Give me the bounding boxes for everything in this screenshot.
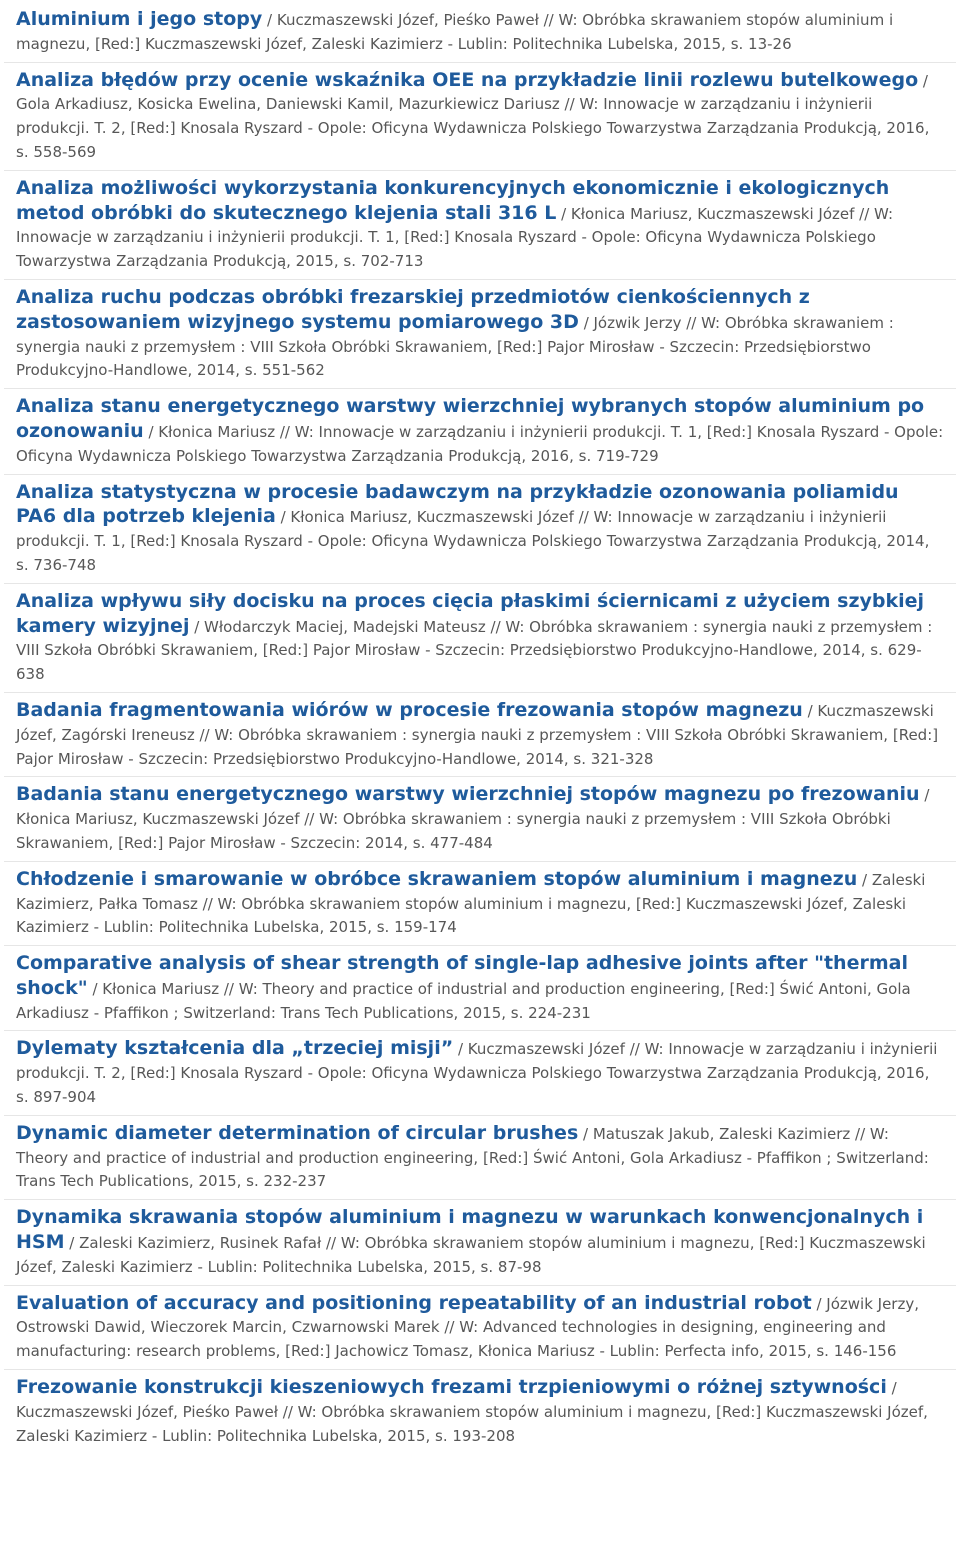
entry-details: / Kłonica Mariusz, Kuczmaszewski Józef // W: Innowacje w zarządzaniu i inżynierii produkcji. T. 1, [Red:] Knosala Ryszard - Opole: Oficyna Wydawnicza Polskiego Towarzystwa Zarządzania Produkcją, 2014, s. 736-748	[16, 508, 930, 574]
entry-details: / Kłonica Mariusz // W: Innowacje w zarządzaniu i inżynierii produkcji. T. 1, [Red:] Knosala Ryszard - Opole: Oficyna Wydawnicza Polskiego Towarzystwa Zarządzania Produkcją, 2016, s. 719-729	[16, 422, 944, 465]
list-item	[4, 946, 956, 1031]
entry-title-link[interactable]: Badania fragmentowania wiórów w procesie frezowania stopów magnezu	[16, 698, 803, 721]
entry-details: / Matuszak Jakub, Zaleski Kazimierz // W: Theory and practice of industrial and production engineering, [Red:] Świć Antoni, Gola Arkadiusz - Pfaffikon ; Switzerland: Trans Tech Publications, 2015, s. 232-237	[16, 1124, 929, 1191]
entry-details: / Zaleski Kazimierz, Pałka Tomasz // W: Obróbka skrawaniem stopów aluminium i magnezu, [Red:] Kuczmaszewski Józef, Zaleski Kazimierz - Lublin: Politechnika Lubelska, 2015, s. 159-174	[16, 870, 926, 937]
entry-title-link[interactable]: Aluminium i jego stopy	[16, 8, 263, 30]
list-item	[4, 475, 956, 584]
list-item	[4, 2, 956, 63]
entry-title-link[interactable]: Evaluation of accuracy and positioning repeatability of an industrial robot	[16, 1291, 812, 1314]
list-item	[4, 777, 956, 861]
entry-details: / Kuczmaszewski Józef, Zagórski Ireneusz // W: Obróbka skrawaniem : synergia nauki z przemysłem : VIII Szkoła Obróbki Skrawaniem, [Red:] Pajor Mirosław - Szczecin: Przedsiębiorstwo Produkcyjno-Handlowe, 2014, s. 321-328	[16, 701, 939, 768]
entry-details: / Kłonica Mariusz, Kuczmaszewski Józef // W: Innowacje w zarządzaniu i inżynierii produkcji. T. 1, [Red:] Knosala Ryszard - Opole: Oficyna Wydawnicza Polskiego Towarzystwa Zarządzania Produkcją, 2015, s. 702-713	[16, 204, 894, 271]
entry-details: / Józwik Jerzy, Ostrowski Dawid, Wieczorek Marcin, Czwarnowski Marek // W: Advanced technologies in designing, engineering and manufacturing: research problems, [Red:] Jachowicz Tomasz, Kłonica Mariusz - Lublin: Perfecta info, 2015, s. 146-156	[16, 1294, 919, 1361]
entry-title-link[interactable]: Dynamic diameter determination of circular brushes	[16, 1121, 579, 1144]
list-item	[4, 584, 956, 693]
list-item	[4, 389, 956, 474]
entry-details: / Józwik Jerzy // W: Obróbka skrawaniem : synergia nauki z przemysłem : VIII Szkoła Obróbki Skrawaniem, [Red:] Pajor Mirosław - Szczecin: Przedsiębiorstwo Produkcyjno-Handlowe, 2014, s. 551-562	[16, 313, 894, 380]
entry-details: / Gola Arkadiusz, Kosicka Ewelina, Daniewski Kamil, Mazurkiewicz Dariusz // W: Innowacje w zarządzaniu i inżynierii produkcji. T. 2, [Red:] Knosala Ryszard - Opole: Oficyna Wydawnicza Polskiego Towarzystwa Zarządzania Produkcją, 2016, s. 558-569	[16, 71, 930, 161]
list-item	[4, 1370, 956, 1453]
entry-details: / Kuczmaszewski Józef, Pieśko Paweł // W: Obróbka skrawaniem stopów aluminium i magnezu, [Red:] Kuczmaszewski Józef, Zaleski Kazimierz - Lublin: Politechnika Lubelska, 2015, s. 13-26	[16, 11, 894, 53]
entry-title-link[interactable]: Analiza ruchu podczas obróbki frezarskiej przedmiotów cienkościennych z zastosowaniem wizyjnego systemu pomiarowego 3D	[16, 285, 810, 333]
entry-title-link[interactable]: Dynamika skrawania stopów aluminium i magnezu w warunkach konwencjonalnych i HSM	[16, 1206, 924, 1254]
entry-title-link[interactable]: Chłodzenie i smarowanie w obróbce skrawaniem stopów aluminium i magnezu	[16, 867, 858, 890]
list-item	[4, 693, 956, 777]
entry-title-link[interactable]: Analiza błędów przy ocenie wskaźnika OEE na przykładzie linii rozlewu butelkowego	[16, 68, 919, 91]
entry-details: / Kłonica Mariusz, Kuczmaszewski Józef // W: Obróbka skrawaniem : synergia nauki z przemysłem : VIII Szkoła Obróbki Skrawaniem, [Red:] Pajor Mirosław - Szczecin: 2014, s. 477-484	[16, 786, 930, 852]
entry-title-link[interactable]: Frezowanie konstrukcji kieszeniowych frezami trzpieniowymi o różnej sztywności	[16, 1376, 887, 1399]
entry-title-link[interactable]: Comparative analysis of shear strength of single-lap adhesive joints after "thermal shock"	[16, 952, 908, 999]
list-item	[4, 280, 956, 389]
entry-title-link[interactable]: Badania stanu energetycznego warstwy wierzchniej stopów magnezu po frezowaniu	[16, 783, 920, 806]
entry-details: / Kuczmaszewski Józef, Pieśko Paweł // W: Obróbka skrawaniem stopów aluminium i magnezu, [Red:] Kuczmaszewski Józef, Zaleski Kazimierz - Lublin: Politechnika Lubelska, 2015, s. 193-208	[16, 1379, 928, 1445]
list-item	[4, 171, 956, 280]
entry-title-link[interactable]: Analiza wpływu siły docisku na proces cięcia płaskimi ściernicami z użyciem szybkiej kamery wizyjnej	[16, 589, 925, 637]
entry-details: / Zaleski Kazimierz, Rusinek Rafał // W: Obróbka skrawaniem stopów aluminium i magnezu, [Red:] Kuczmaszewski Józef, Zaleski Kazimierz - Lublin: Politechnika Lubelska, 2015, s. 87-98	[16, 1234, 926, 1276]
entry-title-link[interactable]: Analiza możliwości wykorzystania konkurencyjnych ekonomicznie i ekologicznych metod obróbki do skutecznego klejenia stali 316 L	[16, 176, 890, 224]
list-item	[4, 862, 956, 946]
list-item	[4, 1116, 956, 1200]
entry-title-link[interactable]: Analiza statystyczna w procesie badawczym na przykładzie ozonowania poliamidu PA6 dla potrzeb klejenia	[16, 480, 899, 528]
list-item	[4, 63, 956, 171]
entry-details: / Kuczmaszewski Józef // W: Innowacje w zarządzaniu i inżynierii produkcji. T. 2, [Red:] Knosala Ryszard - Opole: Oficyna Wydawnicza Polskiego Towarzystwa Zarządzania Produkcją, 2016, s. 897-904	[16, 1040, 938, 1107]
entry-title-link[interactable]: Dylematy kształcenia dla „trzeciej misji”	[16, 1037, 454, 1060]
list-item	[4, 1031, 956, 1115]
entry-details: / Włodarczyk Maciej, Madejski Mateusz // W: Obróbka skrawaniem : synergia nauki z przemysłem : VIII Szkoła Obróbki Skrawaniem, [Red:] Pajor Mirosław - Szczecin: Przedsiębiorstwo Produkcyjno-Handlowe, 2014, s. 629-638	[16, 617, 933, 684]
list-item	[4, 1200, 956, 1285]
list-item	[4, 1286, 956, 1370]
entry-title-link[interactable]: Analiza stanu energetycznego warstwy wierzchniej wybranych stopów aluminium po ozonowaniu	[16, 395, 925, 442]
entry-details: / Kłonica Mariusz // W: Theory and practice of industrial and production engineering, [Red:] Świć Antoni, Gola Arkadiusz - Pfaffikon ; Switzerland: Trans Tech Publications, 2015, s. 224-231	[16, 979, 911, 1022]
